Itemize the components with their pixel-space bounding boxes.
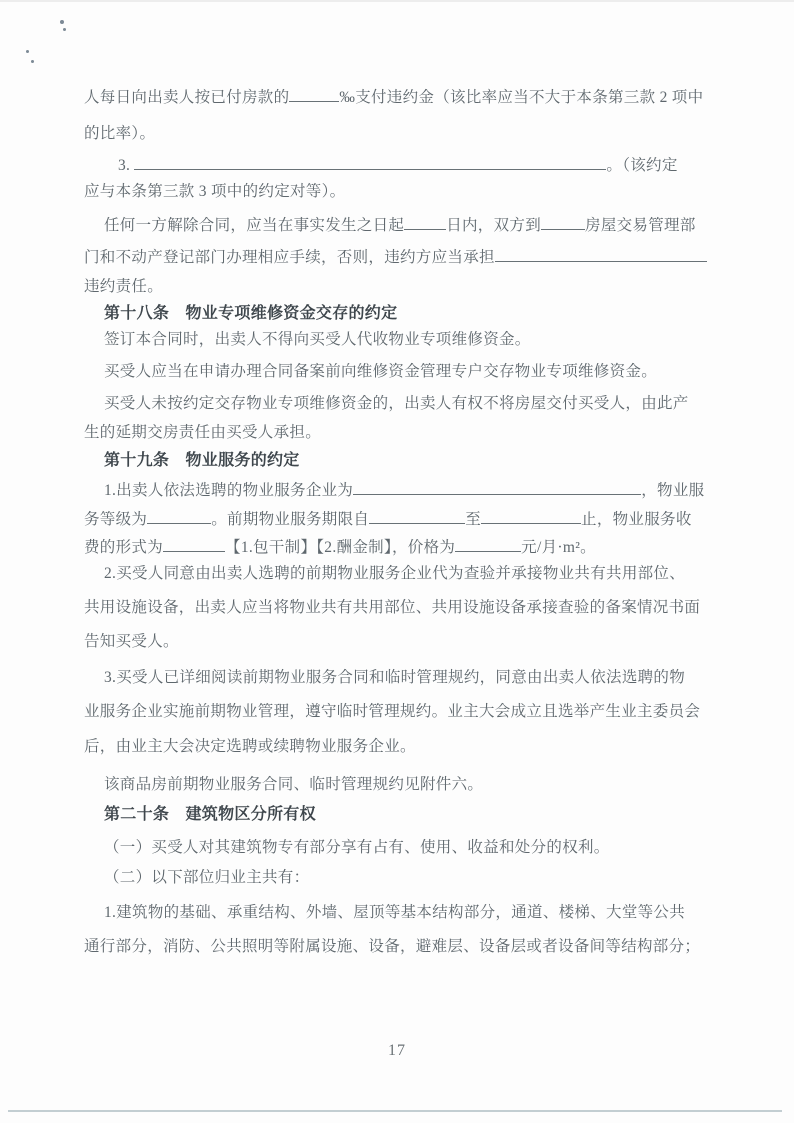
clause-heading (84, 451, 732, 471)
text-line (84, 362, 732, 382)
text-line (84, 775, 732, 795)
text-line (84, 838, 732, 858)
text-line (84, 737, 712, 757)
text-line (84, 937, 712, 957)
text-line (84, 124, 712, 144)
text-segment: ‰支付违约金（该比率应当不大于本条第三款 2 项中 (339, 89, 704, 106)
text-segment: 买受人未按约定交存物业专项维修资金的，出卖人有权不将房屋交付买受人，由此产 (104, 395, 689, 412)
fill-in-blank (353, 479, 641, 495)
fill-in-blank (147, 508, 211, 524)
text-line (84, 536, 712, 556)
text-segment: 生的延期交房责任由买受人承担。 (84, 424, 322, 441)
text-segment: 该商品房前期物业服务合同、临时管理规约见附件六。 (104, 776, 484, 793)
text-line (84, 423, 712, 443)
text-line (84, 246, 712, 266)
text-line (84, 277, 712, 297)
text-segment: （一）买受人对其建筑物专有部分享有占有、使用、收益和处分的权利。 (104, 839, 610, 856)
text-line (84, 564, 732, 584)
text-segment: 至 (465, 511, 482, 528)
text-line (84, 214, 732, 234)
text-segment: 3.买受人已详细阅读前期物业服务合同和临时管理规约，同意由出卖人依法选聘的物 (104, 669, 686, 686)
text-segment: 后，由业主大会决定选聘或续聘物业服务企业。 (84, 738, 416, 755)
fill-in-blank (134, 154, 606, 170)
text-segment: 3. (118, 157, 135, 174)
text-segment: 买受人应当在申请办理合同备案前向维修资金管理专户交存物业专项维修资金。 (104, 363, 658, 380)
text-segment: 1.建筑物的基础、承重结构、外墙、屋顶等基本结构部分，通道、楼梯、大堂等公共 (104, 904, 686, 921)
text-segment: （二）以下部位归业主共有： (104, 869, 310, 886)
text-line (84, 508, 712, 528)
text-segment: 费的形式为 (84, 539, 164, 556)
text-segment: 门和不动产登记部门办理相应手续，否则，违约方应当承担 (84, 249, 495, 266)
text-line (84, 394, 732, 414)
text-segment: 告知买受人。 (84, 633, 179, 650)
text-line (84, 598, 712, 618)
text-line (84, 668, 732, 688)
text-line (84, 632, 712, 652)
fill-in-blank (455, 536, 521, 552)
scan-edge-line (8, 1110, 782, 1112)
fill-in-blank (495, 246, 707, 262)
text-segment: 【1.包干制】【2.酬金制】，价格为 (225, 539, 456, 556)
clause-heading (84, 805, 732, 825)
text-segment: 业服务企业实施前期物业管理，遵守临时管理规约。业主大会成立且选举产生业主委员会 (84, 703, 701, 720)
fill-in-blank (481, 508, 581, 524)
fill-in-blank (369, 508, 465, 524)
scan-speck (63, 28, 66, 31)
text-segment: 人每日向出卖人按已付房款的 (84, 89, 290, 106)
text-segment: 第二十条 建筑物区分所有权 (104, 806, 316, 823)
text-segment: 日内，双方到 (446, 217, 542, 234)
text-line (84, 182, 712, 202)
text-line (84, 903, 732, 923)
fill-in-blank (404, 214, 446, 230)
text-segment: 2.买受人同意由出卖人选聘的前期物业服务企业代为查验并承接物业共有共用部位、 (104, 565, 686, 582)
text-line (84, 330, 732, 350)
fill-in-blank (541, 214, 585, 230)
document-body (84, 0, 712, 1000)
text-segment: 第十九条 物业服务的约定 (104, 452, 300, 469)
text-segment: 任何一方解除合同，应当在事实发生之日起 (104, 217, 405, 234)
text-segment: 止，物业服务收 (581, 511, 692, 528)
text-segment: ，物业服 (641, 482, 705, 499)
scan-speck (31, 60, 34, 63)
text-segment: 1.出卖人依法选聘的物业服务企业为 (104, 482, 354, 499)
fill-in-blank (289, 86, 339, 102)
scan-speck (60, 20, 64, 24)
text-segment: 通行部分，消防、公共照明等附属设施、设备，避难层、设备层或者设备间等结构部分； (84, 938, 701, 955)
text-line (84, 868, 732, 888)
text-segment: 元/月·m²。 (521, 539, 596, 556)
clause-heading (84, 304, 732, 324)
text-segment: 。前期物业服务期限自 (211, 511, 370, 528)
text-line (84, 154, 746, 174)
text-segment: 房屋交易管理部 (585, 217, 696, 234)
text-line (84, 479, 732, 499)
text-segment: 第十八条 物业专项维修资金交存的约定 (104, 305, 398, 322)
fill-in-blank (163, 536, 225, 552)
text-segment: 的比率）。 (84, 125, 156, 142)
text-segment: 应与本条第三款 3 项中的约定对等）。 (84, 183, 346, 200)
text-segment: 违约责任。 (84, 278, 164, 295)
text-segment: 签订本合同时，出卖人不得向买受人代收物业专项维修资金。 (104, 331, 531, 348)
text-segment: 务等级为 (84, 511, 148, 528)
text-line (84, 86, 712, 106)
page-number: 17 (388, 1042, 406, 1059)
text-segment: 共用设施设备，出卖人应当将物业共有共用部位、共用设施设备承接查验的备案情况书面 (84, 599, 701, 616)
text-segment: 。（该约定 (606, 157, 678, 174)
text-line (84, 702, 712, 722)
scan-speck (26, 50, 29, 53)
